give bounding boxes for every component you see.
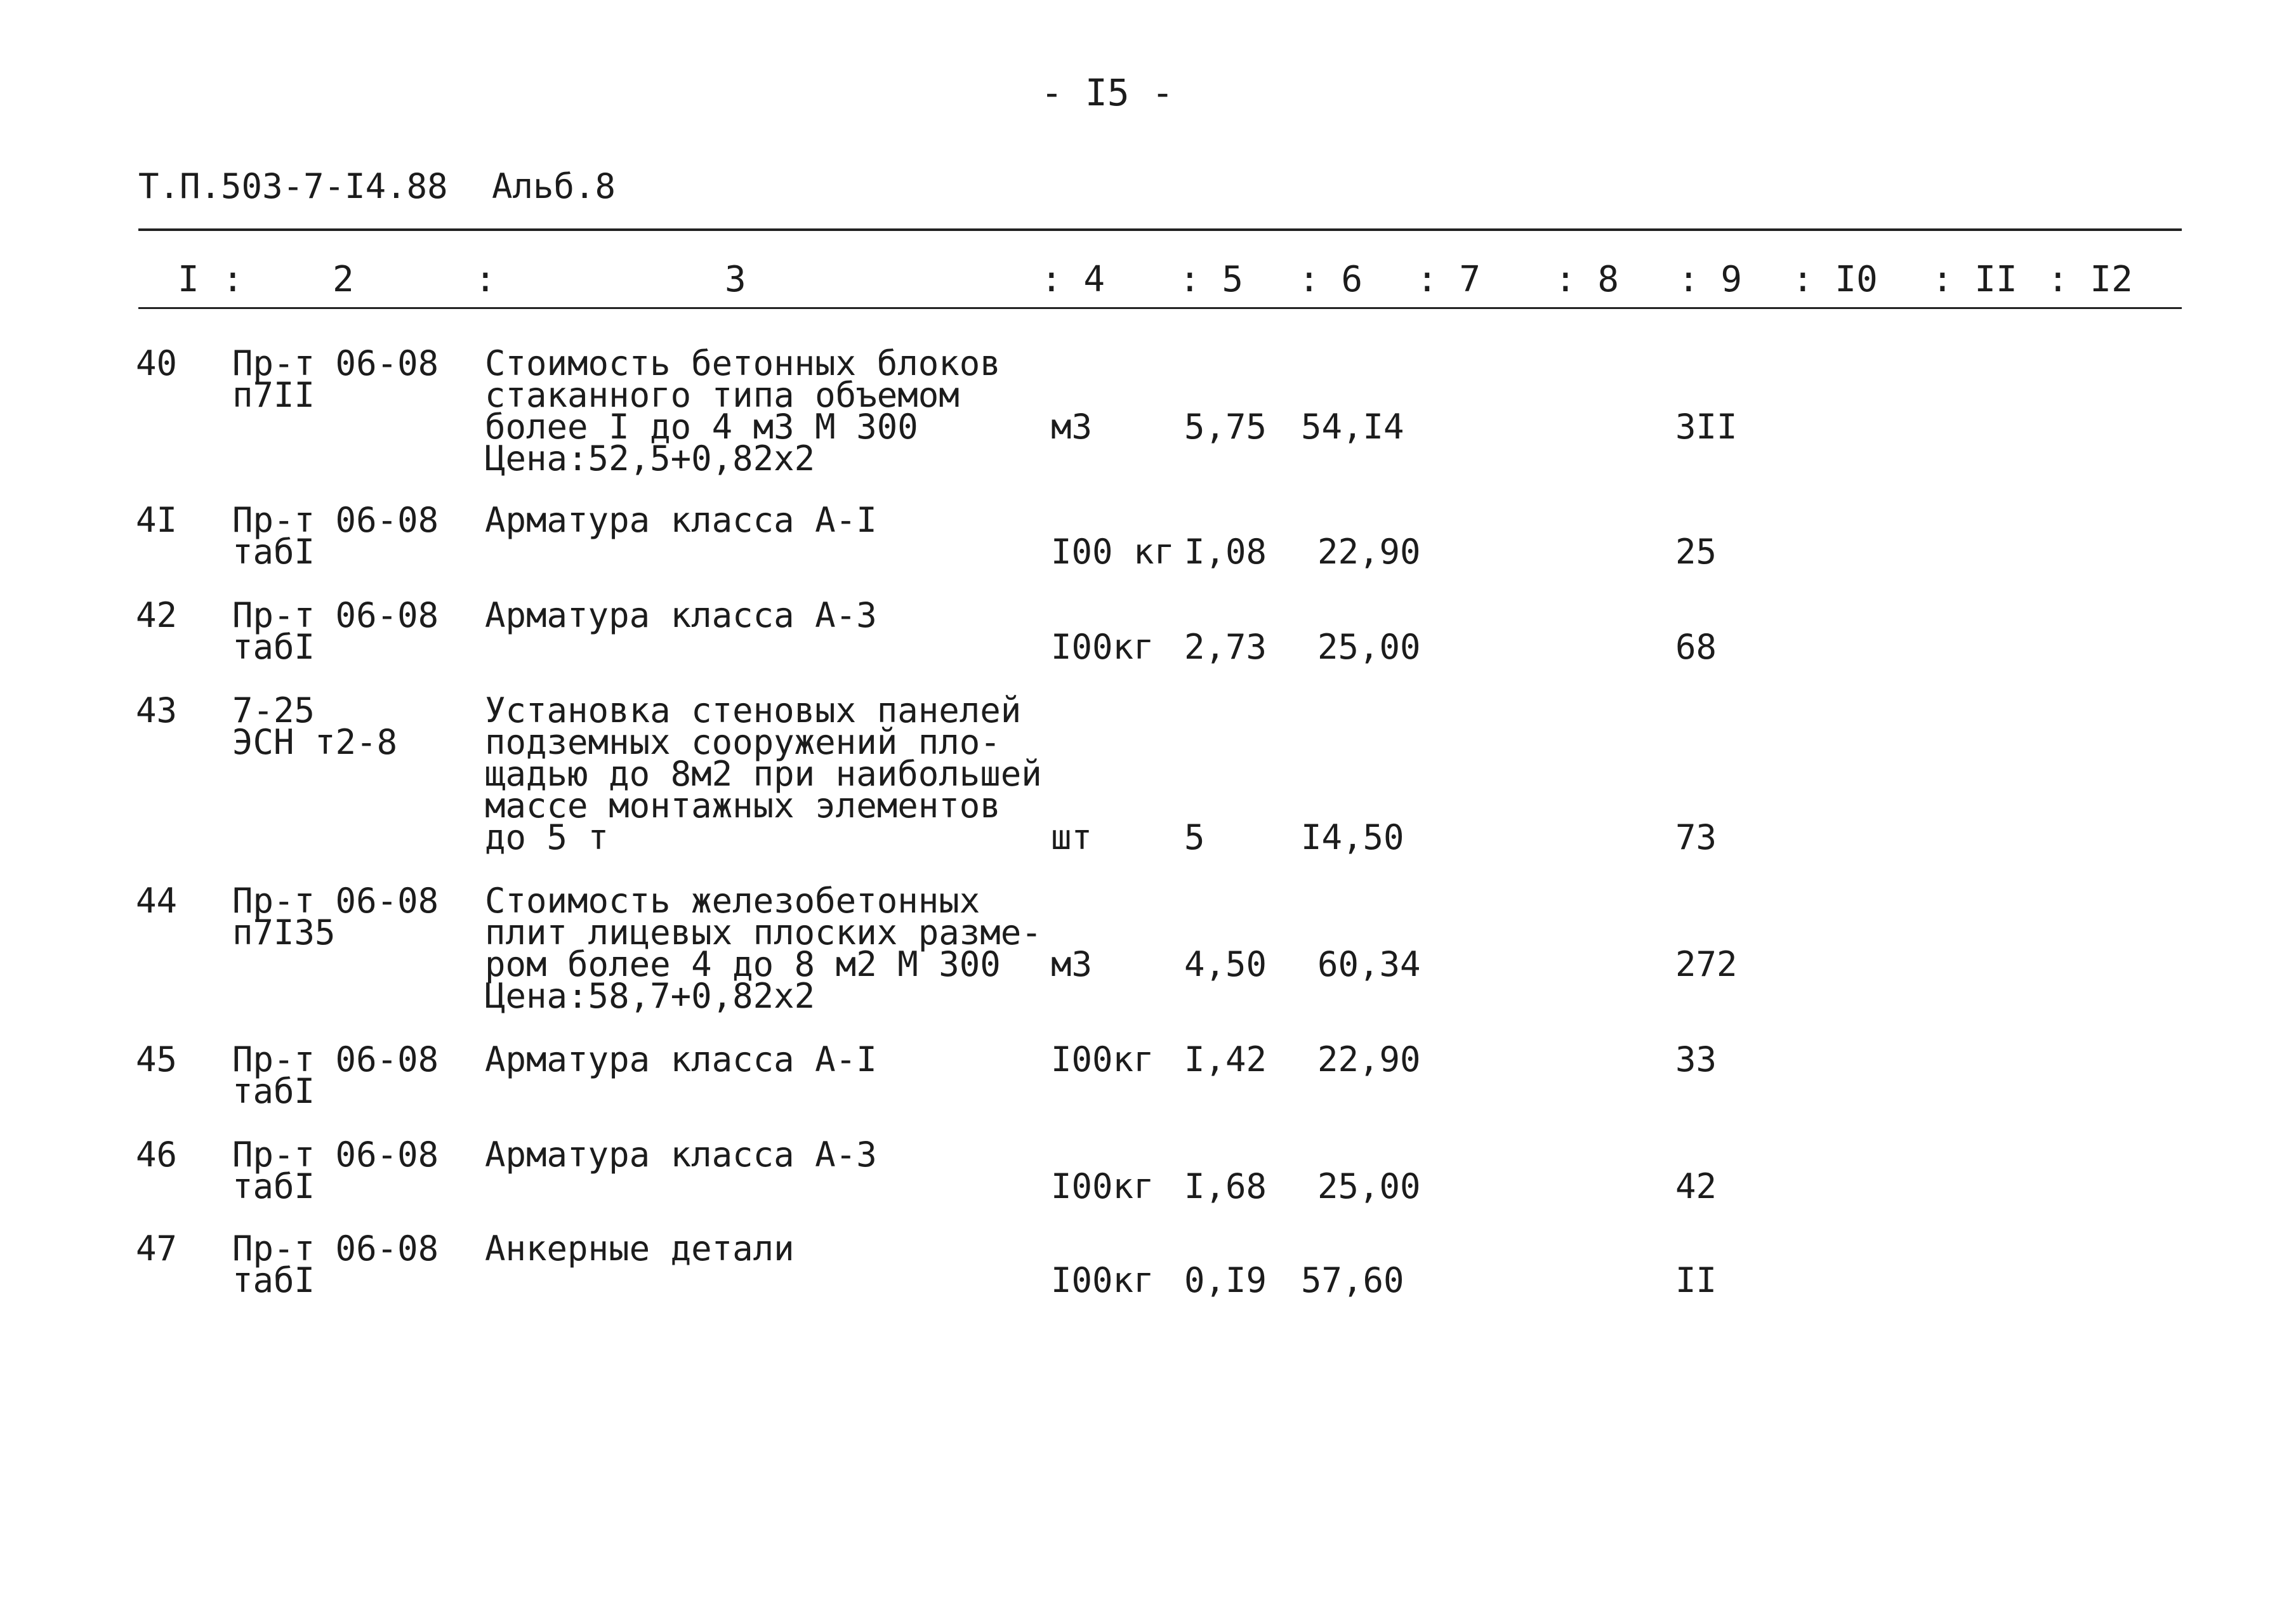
row-description-line: стаканного типа объемом [485,375,960,415]
row-number: 44 [136,881,178,921]
row-quantity: I,42 [1184,1039,1267,1079]
row-unit: I00кг [1051,1260,1154,1300]
row-code-line: Пр-т 06-08 [232,343,439,383]
row-description-line: Стоимость железобетонных [485,881,980,921]
col-separator: : [222,259,244,300]
table-header-rule [138,307,2182,309]
row-code-line: ЭСН т2-8 [232,722,398,762]
col-header-3: 3 [725,259,746,300]
col-header-1: I [178,259,199,300]
col-header-4: : 4 [1041,259,1105,300]
row-code-line: табI [232,1166,315,1206]
row-unit: шт [1051,817,1093,857]
row-unit-price: 22,90 [1317,532,1421,572]
row-description-line: ром более 4 до 8 м2 М 300 [485,944,1001,984]
row-unit: I00 кг [1051,532,1175,572]
row-unit: I00кг [1051,1039,1154,1079]
row-code-line: Пр-т 06-08 [232,1135,439,1175]
col-header-9: : 9 [1678,259,1743,300]
row-description-line: Арматура класса А-I [485,1039,877,1079]
row-number: 45 [136,1039,178,1079]
row-total: II [1675,1260,1717,1300]
row-total: 25 [1675,532,1717,572]
col-header-6: : 6 [1298,259,1363,300]
row-code-line: табI [232,1260,315,1300]
row-description-line: Установка стеновых панелей [485,690,1022,730]
row-number: 42 [136,595,178,635]
row-description-line: Арматура класса А-3 [485,595,877,635]
page-number: - I5 - [1041,71,1174,114]
row-code-line: Пр-т 06-08 [232,595,439,635]
col-header-11: : II [1932,259,2017,300]
col-header-7: : 7 [1416,259,1481,300]
row-quantity: 5 [1184,817,1205,857]
row-unit-price: I4,50 [1301,817,1404,857]
row-unit-price: 25,00 [1317,1166,1421,1206]
row-code-line: 7-25 [232,690,315,730]
row-quantity: 5,75 [1184,407,1267,447]
row-number: 43 [136,690,178,730]
row-description-line: более I до 4 м3 М 300 [485,407,918,447]
row-number: 40 [136,343,178,383]
row-description-line: Арматура класса А-I [485,500,877,540]
row-code-line: Пр-т 06-08 [232,1229,439,1269]
row-total: 42 [1675,1166,1717,1206]
row-unit-price: 57,60 [1301,1260,1404,1300]
row-quantity: 2,73 [1184,627,1267,667]
row-quantity: I,08 [1184,532,1267,572]
row-code-line: табI [232,627,315,667]
row-unit-price: 60,34 [1317,944,1421,984]
row-description-line: Цена:52,5+0,82х2 [485,438,815,478]
col-header-8: : 8 [1555,259,1620,300]
col-header-5: : 5 [1179,259,1244,300]
col-header-2: 2 [333,259,354,300]
row-code-line: п7I35 [232,913,336,952]
row-total: 272 [1675,944,1738,984]
row-description-line: подземных сооружений пло- [485,722,1001,762]
row-description-line: Арматура класса А-3 [485,1135,877,1175]
row-description-line: щадью до 8м2 при наибольшей [485,754,1042,794]
row-description-line: Цена:58,7+0,82х2 [485,976,815,1016]
row-total: 3II [1675,407,1738,447]
row-number: 46 [136,1135,178,1175]
col-header-12: : I2 [2047,259,2133,300]
row-code-line: табI [232,1071,315,1111]
row-unit-price: 25,00 [1317,627,1421,667]
row-total: 33 [1675,1039,1717,1079]
row-description-line: Стоимость бетонных блоков [485,343,1001,383]
col-header-10: : I0 [1792,259,1878,300]
row-unit-price: 22,90 [1317,1039,1421,1079]
row-unit: I00кг [1051,1166,1154,1206]
row-description-line: плит лицевых плоских разме- [485,913,1042,952]
row-quantity: 4,50 [1184,944,1267,984]
row-unit: м3 [1051,407,1093,447]
row-unit: I00кг [1051,627,1154,667]
row-total: 73 [1675,817,1717,857]
col-separator: : [475,259,496,300]
row-code-line: табI [232,532,315,572]
row-number: 47 [136,1229,178,1269]
row-quantity: I,68 [1184,1166,1267,1206]
row-unit-price: 54,I4 [1301,407,1404,447]
row-description-line: Анкерные детали [485,1229,795,1269]
row-total: 68 [1675,627,1717,667]
row-number: 4I [136,500,178,540]
row-code-line: Пр-т 06-08 [232,881,439,921]
row-code-line: Пр-т 06-08 [232,500,439,540]
row-unit: м3 [1051,944,1093,984]
row-description-line: до 5 т [485,817,609,857]
row-code-line: Пр-т 06-08 [232,1039,439,1079]
document-reference: Т.П.503-7-I4.88 [138,166,448,206]
table-top-rule [138,228,2182,231]
row-quantity: 0,I9 [1184,1260,1267,1300]
row-code-line: п7II [232,375,315,415]
album-label: Альб.8 [492,166,616,206]
row-description-line: массе монтажных элементов [485,786,1001,826]
